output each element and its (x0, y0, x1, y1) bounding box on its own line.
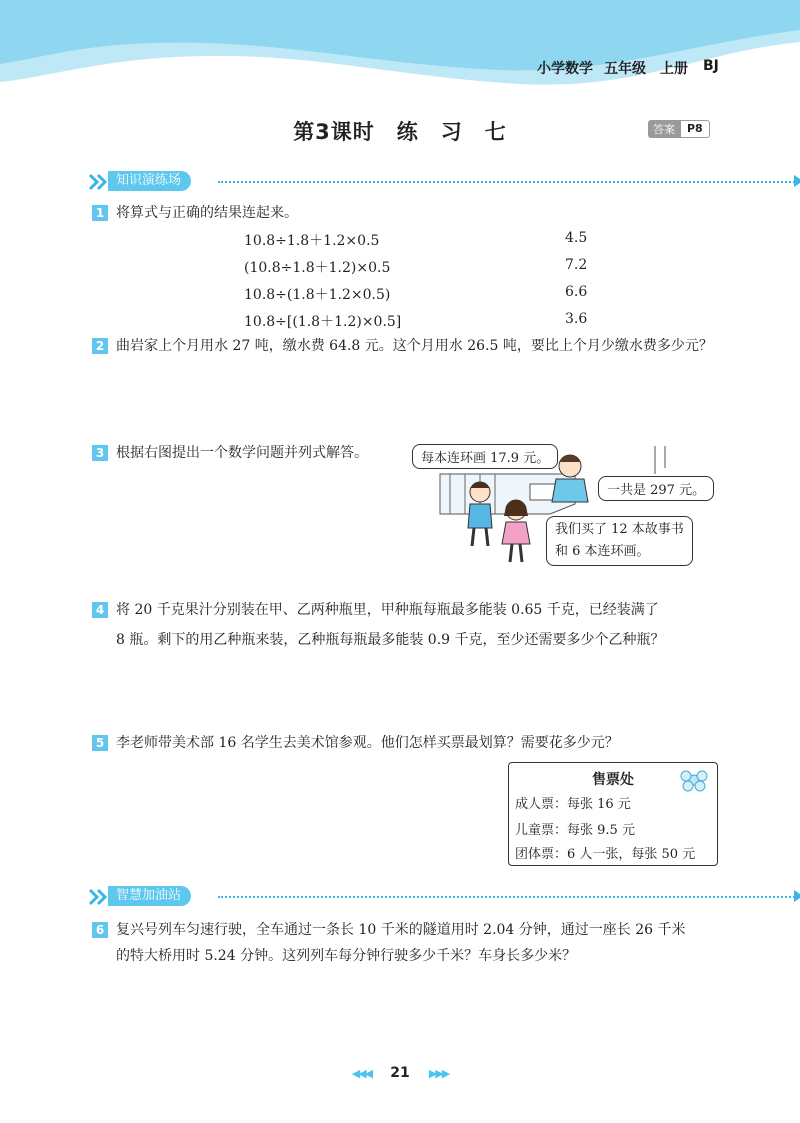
header-subject: 小学数学 (537, 61, 593, 77)
arrow-right-icon (794, 890, 800, 902)
question-number-2: 2 (92, 338, 108, 354)
section-title-practice: 知识演练场 (108, 171, 191, 191)
question-2-text: 曲岩家上个月用水 27 吨，缴水费 64.8 元。这个月用水 26.5 吨，要比上个月少缴水费多少元？ (116, 338, 713, 354)
question-4-line-1: 将 20 千克果汁分别装在甲、乙两种瓶里，甲种瓶每瓶最多能装 0.65 千克，已经装满了 (116, 602, 659, 618)
question-3-text: 根据右图提出一个数学问题并列式解答。 (116, 445, 368, 461)
speech-bubble-purchase-line1: 我们买了 12 本故事书 (555, 522, 684, 537)
header-grade: 五年级 (604, 61, 646, 77)
ticket-office-title: 售票处 (592, 772, 634, 788)
question-5-text: 李老师带美术部 16 名学生去美术馆参观。他们怎样买票最划算？需要花多少元？ (116, 735, 619, 751)
answer-page-tag (648, 120, 710, 138)
q1-answer-4: 3.6 (565, 311, 588, 327)
header-volume: 上册 (660, 61, 688, 77)
question-4-line-2: 8 瓶。剩下的用乙种瓶来装，乙种瓶每瓶最多能装 0.9 千克，至少还需要多少个乙种瓶？ (116, 632, 665, 648)
answer-page: P8 (680, 120, 710, 138)
speech-bubble-purchase-line2: 和 6 本连环画。 (555, 544, 650, 559)
answer-label: 答案 (648, 120, 680, 138)
dotted-divider (218, 181, 798, 183)
dotted-divider (218, 896, 798, 898)
q1-answer-3: 6.6 (565, 284, 588, 300)
question-1-text: 将算式与正确的结果连起来。 (116, 205, 298, 221)
question-number-3: 3 (92, 445, 108, 461)
section-title-challenge: 智慧加油站 (108, 886, 191, 906)
page-number: 21 (390, 1065, 410, 1081)
q1-answer-2: 7.2 (565, 257, 588, 273)
q1-expression-3: 10.8÷(1.8＋1.2×0.5) (244, 287, 391, 303)
speech-bubble-total: 一共是 297 元。 (598, 476, 714, 501)
chevron-decoration-icon (88, 172, 110, 192)
right-arrows-icon: ▶▶▶ (428, 1067, 449, 1080)
flower-decoration-icon (677, 767, 711, 793)
q1-answer-1: 4.5 (565, 230, 588, 246)
section-banner-practice (88, 171, 800, 193)
speech-bubble-purchase (546, 516, 693, 566)
speech-bubble-comic-price: 每本连环画 17.9 元。 (412, 444, 558, 469)
header-edition: BJ (703, 58, 719, 74)
q1-expression-2: (10.8÷1.8＋1.2)×0.5 (244, 260, 391, 276)
page-footer (0, 1062, 800, 1081)
header-wave-decoration (0, 0, 800, 100)
question-number-5: 5 (92, 735, 108, 751)
arrow-right-icon (794, 175, 800, 187)
question-number-1: 1 (92, 205, 108, 221)
question-number-4: 4 (92, 602, 108, 618)
question-number-6: 6 (92, 922, 108, 938)
ticket-adult: 成人票：每张 16 元 (515, 797, 631, 812)
question-6-line-2: 的特大桥用时 5.24 分钟。这列列车每分钟行驶多少千米？车身长多少米？ (116, 948, 577, 964)
left-arrows-icon: ◀◀◀ (351, 1067, 372, 1080)
ticket-child: 儿童票：每张 9.5 元 (515, 823, 635, 838)
q1-expression-4: 10.8÷[(1.8＋1.2)×0.5] (244, 314, 402, 330)
q1-expression-1: 10.8÷1.8＋1.2×0.5 (244, 233, 380, 249)
lesson-title: 第3课时 练 习 七 (293, 120, 507, 144)
chevron-decoration-icon (88, 887, 110, 907)
ticket-office-sign (508, 762, 718, 866)
question-6-line-1: 复兴号列车匀速行驶，全车通过一条长 10 千米的隧道用时 2.04 分钟，通过一座长 26 千米 (116, 922, 686, 938)
section-banner-challenge (88, 886, 800, 908)
children-shopping-illustration (410, 444, 710, 572)
ticket-group: 团体票：6 人一张，每张 50 元 (515, 847, 696, 862)
